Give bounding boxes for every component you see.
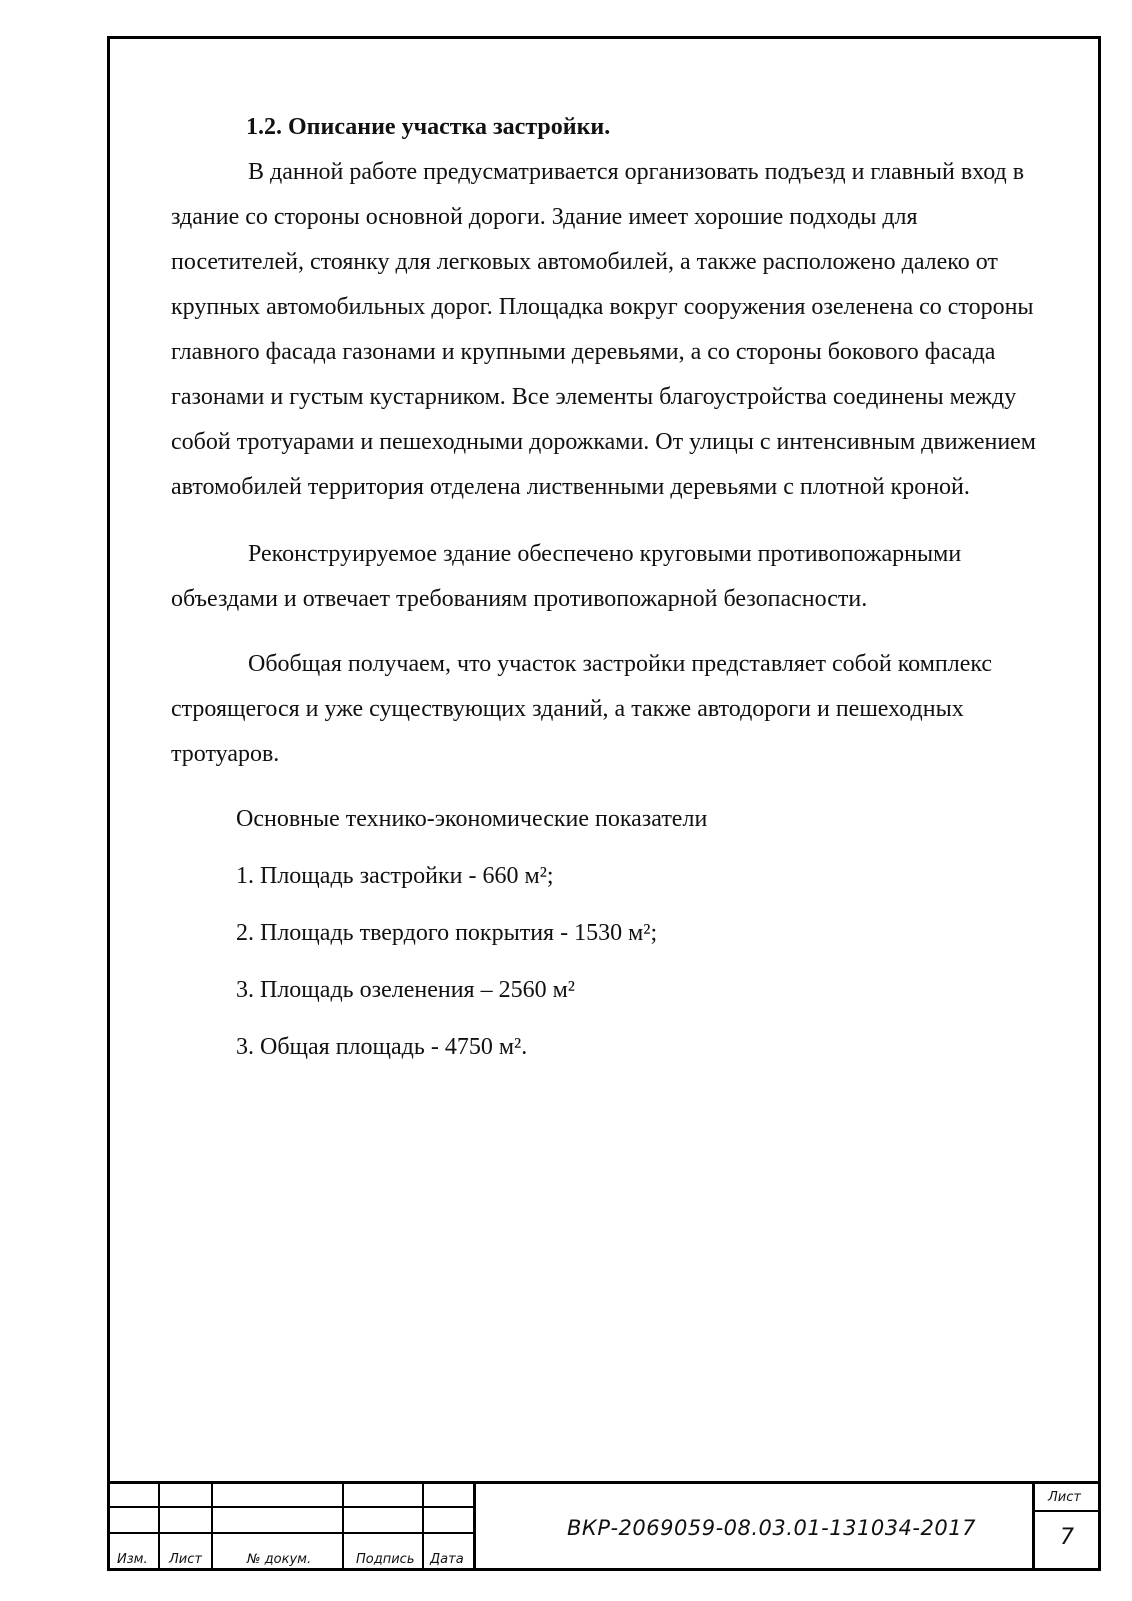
indicators-title: Основные технико-экономические показатели xyxy=(236,806,708,832)
sheet-label: Лист xyxy=(1048,1490,1081,1505)
indicator-item: 3. Площадь озеленения – 2560 м² xyxy=(236,977,575,1003)
stamp-label-doc-no: № докум. xyxy=(247,1552,312,1567)
stamp-sheet-divider xyxy=(1032,1482,1035,1571)
indicator-item: 3. Общая площадь - 4750 м². xyxy=(236,1034,528,1060)
stamp-col-line xyxy=(473,1482,476,1571)
stamp-col-line xyxy=(342,1482,344,1571)
document-code: ВКР-2069059-08.03.01-131034-2017 xyxy=(567,1516,976,1540)
stamp-top-border xyxy=(107,1481,1101,1484)
title-block xyxy=(107,1482,1101,1571)
stamp-col-line xyxy=(211,1482,213,1571)
stamp-sheet-row-line xyxy=(1032,1510,1101,1512)
document-body xyxy=(171,105,1041,1070)
stamp-label-signature: Подпись xyxy=(356,1552,415,1567)
stamp-col-line xyxy=(158,1482,160,1571)
sheet-number: 7 xyxy=(1060,1525,1074,1550)
stamp-label-date: Дата xyxy=(430,1552,464,1567)
stamp-row-line xyxy=(107,1532,475,1534)
stamp-row-line xyxy=(107,1506,475,1508)
section-heading: 1.2. Описание участка застройки. xyxy=(246,114,611,140)
paragraph-fire-safety: Реконструируемое здание обеспечено круговыми противопожарными объездами и отвечает требованиям противопожарной безопасности. xyxy=(171,541,962,612)
indicator-item: 1. Площадь застройки - 660 м²; xyxy=(236,863,554,889)
stamp-label-izm: Изм. xyxy=(117,1552,148,1567)
paragraph-site-description: В данной работе предусматривается организовать подъезд и главный вход в здание со стороны основной дороги. Здание имеет хорошие подходы для посетителей, стоянку для легковых автомобилей, а также расположено далеко от крупных автомобильных дорог. Площадка вокруг сооружения озеленена со стороны главного фасада газонами и крупными деревьями, а со стороны бокового фасада газонами и густым кустарником. Все элементы благоустройства соединены между собой тротуарами и пешеходными дорожками. От улицы с интенсивным движением автомобилей территория отделена лиственными деревьями с плотной кроной. xyxy=(171,159,1036,500)
stamp-col-line xyxy=(422,1482,424,1571)
stamp-label-list: Лист xyxy=(169,1552,202,1567)
indicator-item: 2. Площадь твердого покрытия - 1530 м²; xyxy=(236,920,658,946)
paragraph-summary: Обобщая получаем, что участок застройки представляет собой комплекс строящегося и уже существующих зданий, а также автодороги и пешеходных тротуаров. xyxy=(171,651,993,767)
